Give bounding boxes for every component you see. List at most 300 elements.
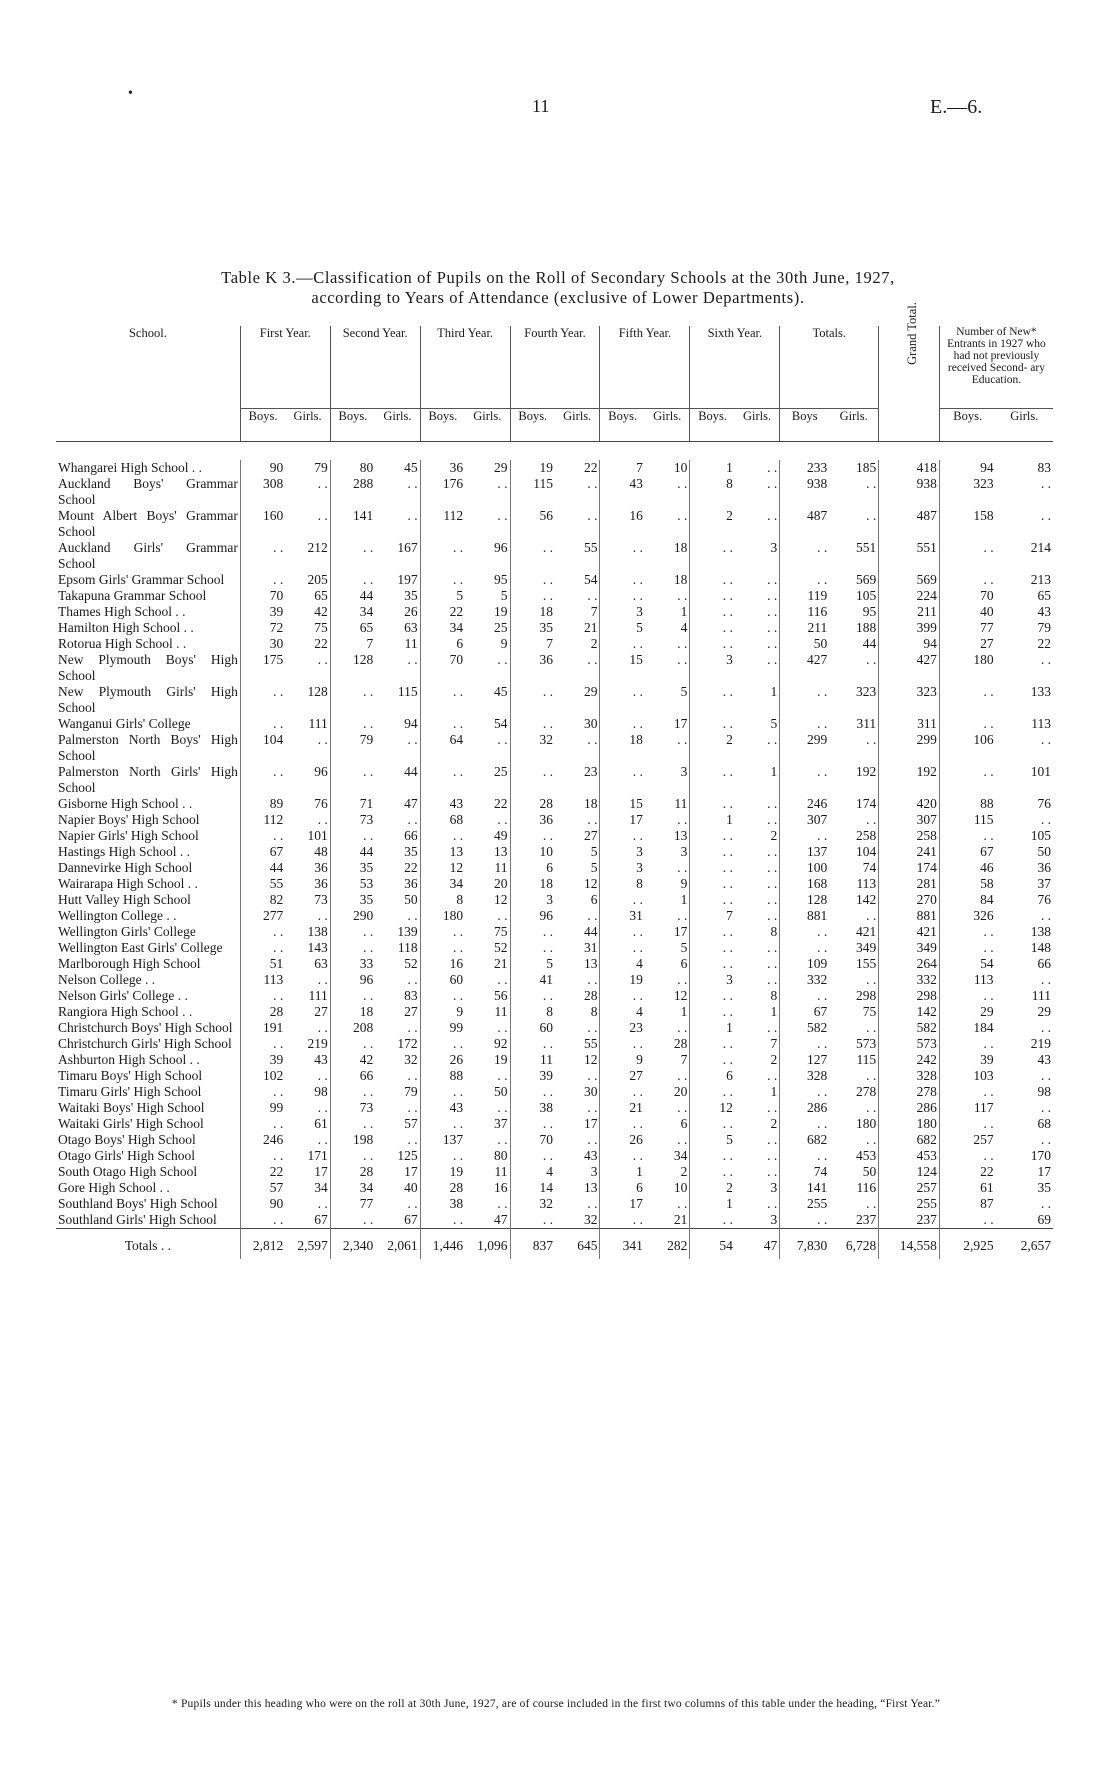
totals-girls-cell: 44 <box>862 636 877 651</box>
totals-girls-cell: 188 <box>855 620 877 635</box>
table-row <box>56 476 1053 508</box>
fourth-year-boys-cell: 36 <box>510 812 555 828</box>
totals-boys-cell: 74 <box>780 1164 829 1180</box>
first-year-girls-cell: 34 <box>314 1180 328 1195</box>
new-entrants-girls-cell: . . <box>1040 812 1051 827</box>
first-year-boys-cell: 102 <box>240 1068 285 1084</box>
new-entrants-boys-cell: 58 <box>939 876 995 892</box>
totals-boys-cell: 141 <box>780 1180 829 1196</box>
first-year-boys-cell: 99 <box>240 1100 285 1116</box>
fifth-year-boys-cell: . . <box>600 636 645 652</box>
second-year-girls-cell: 118 <box>397 940 418 955</box>
sixth-year-boys-cell: . . <box>690 764 735 796</box>
grand-total-cell: 551 <box>879 540 940 572</box>
fourth-year-boys-cell: . . <box>510 828 555 844</box>
new-entrants-boys-cell: . . <box>939 828 995 844</box>
sixth-year-boys-cell: . . <box>690 588 735 604</box>
school-name: Waitaki Girls' High School <box>58 1116 204 1131</box>
second-year-girls-cell: . . <box>407 1068 418 1083</box>
first-year-girls-cell: . . <box>317 1100 328 1115</box>
totals-girls-cell: . . <box>866 908 877 923</box>
sixth-year-girls-cell: . . <box>767 1148 778 1163</box>
fourth-year-boys-cell: 10 <box>510 844 555 860</box>
table-row <box>56 812 1053 828</box>
new-entrants-girls-cell: 43 <box>1037 604 1051 619</box>
sixth-year-boys-cell: 1 <box>690 460 735 476</box>
new-entrants-boys-cell: . . <box>939 1036 995 1052</box>
fourth-year-boys-cell: 18 <box>510 604 555 620</box>
table-row <box>56 1116 1053 1132</box>
fourth-year-boys-cell: . . <box>510 1084 555 1100</box>
third-year-girls-cell: 11 <box>494 1004 508 1019</box>
third-year-boys-cell: . . <box>420 1148 465 1164</box>
second-year-boys-cell: 66 <box>330 1068 375 1084</box>
table-row <box>56 1052 1053 1068</box>
school-name: Christchurch Girls' High School <box>58 1036 232 1051</box>
first-year-boys-cell: 2,812 <box>240 1229 285 1260</box>
new-entrants-boys-cell: 113 <box>939 972 995 988</box>
school-name: Rangiora High School . . <box>58 1004 193 1019</box>
sixth-year-boys-cell: . . <box>690 924 735 940</box>
totals-girls-cell: . . <box>866 1068 877 1083</box>
fourth-year-boys-cell: 70 <box>510 1132 555 1148</box>
caption-line-2: according to Years of Attendance (exclusive of Lower Departments). <box>311 288 805 307</box>
third-year-girls-cell: . . <box>497 1068 508 1083</box>
new-entrants-girls-cell: 69 <box>1037 1212 1051 1227</box>
grand-total-cell: 180 <box>879 1116 940 1132</box>
fourth-year-girls-cell: 12 <box>583 876 598 891</box>
first-year-boys-cell: 82 <box>240 892 285 908</box>
fourth-year-boys-cell: 60 <box>510 1020 555 1036</box>
new-entrants-boys-cell: 22 <box>939 1164 995 1180</box>
totals-girls-cell: 180 <box>855 1116 877 1131</box>
totals-girls-cell: 6,728 <box>829 1229 878 1260</box>
fifth-year-girls-cell: 17 <box>673 924 688 939</box>
sixth-year-boys-cell: 3 <box>690 652 735 684</box>
fourth-year-boys-cell: 7 <box>510 636 555 652</box>
totals-boys-cell: 50 <box>780 636 829 652</box>
sixth-year-girls-cell: 2 <box>770 1116 778 1131</box>
new-entrants-boys-cell: . . <box>939 764 995 796</box>
table-row <box>56 460 1053 476</box>
new-entrants-girls-cell: . . <box>1040 908 1051 923</box>
first-year-boys-cell: 175 <box>240 652 285 684</box>
sixth-year-boys-cell: 1 <box>690 1020 735 1036</box>
fourth-year-girls-cell: 30 <box>583 1084 598 1099</box>
sixth-year-girls-cell: . . <box>767 812 778 827</box>
fourth-year-girls-cell: 2 <box>590 636 598 651</box>
totals-girls-cell: 278 <box>855 1084 877 1099</box>
sixth-year-boys-cell: . . <box>690 796 735 812</box>
fourth-year-boys-cell: 5 <box>510 956 555 972</box>
new-entrants-girls-cell: 219 <box>1030 1036 1051 1051</box>
third-year-boys-cell: 26 <box>420 1052 465 1068</box>
sixth-year-girls-cell: 3 <box>770 540 778 555</box>
new-entrants-boys-cell: 84 <box>939 892 995 908</box>
school-name: Otago Girls' High School <box>58 1148 196 1163</box>
second-year-boys-cell: 34 <box>330 604 375 620</box>
fourth-year-boys-cell: 14 <box>510 1180 555 1196</box>
school-name: Waitaki Boys' High School <box>58 1100 205 1115</box>
third-year-girls-cell: 96 <box>494 540 508 555</box>
new-entrants-girls-cell: . . <box>1040 476 1051 491</box>
sixth-year-girls-cell: . . <box>767 892 778 907</box>
totals-girls-cell: . . <box>866 812 877 827</box>
new-entrants-girls-cell: 2,657 <box>996 1229 1053 1260</box>
third-year-boys-cell: 43 <box>420 1100 465 1116</box>
totals-boys-cell: 233 <box>780 460 829 476</box>
new-entrants-boys-cell: 103 <box>939 1068 995 1084</box>
fifth-year-boys-cell: 21 <box>600 1100 645 1116</box>
totals-boys-cell: . . <box>780 764 829 796</box>
first-year-boys-cell: . . <box>240 828 285 844</box>
second-year-girls-cell: 32 <box>404 1052 418 1067</box>
first-year-girls-cell: . . <box>317 732 328 747</box>
fifth-year-boys-cell: . . <box>600 540 645 572</box>
second-year-girls-cell: . . <box>407 732 418 747</box>
third-year-boys-cell: 5 <box>420 588 465 604</box>
second-year-girls-cell: 79 <box>404 1084 418 1099</box>
fifth-year-boys-cell: . . <box>600 1036 645 1052</box>
second-year-boys-cell: 290 <box>330 908 375 924</box>
totals-boys-cell: 67 <box>780 1004 829 1020</box>
sixth-year-boys-cell: . . <box>690 572 735 588</box>
totals-girls-cell: . . <box>866 652 877 667</box>
first-year-girls-cell: 63 <box>314 956 328 971</box>
school-name: Nelson Girls' College . . <box>58 988 188 1003</box>
grand-total-cell: 311 <box>879 716 940 732</box>
fourth-year-girls-cell: 21 <box>583 620 598 635</box>
fifth-year-boys-cell: 15 <box>600 652 645 684</box>
second-year-girls-cell: . . <box>407 1132 418 1147</box>
third-year-girls-cell: . . <box>497 908 508 923</box>
third-year-girls-cell: 45 <box>494 684 508 699</box>
fourth-year-boys-cell: . . <box>510 684 555 716</box>
totals-girls-cell: . . <box>866 508 877 523</box>
first-year-girls-cell: 65 <box>314 588 328 603</box>
fourth-year-girls-cell: 23 <box>583 764 598 779</box>
third-year-boys-cell: 137 <box>420 1132 465 1148</box>
first-year-boys-cell: 22 <box>240 1164 285 1180</box>
table-row <box>56 924 1053 940</box>
grand-total-cell: 255 <box>879 1196 940 1212</box>
fifth-year-girls-cell: 2 <box>680 1164 688 1179</box>
second-year-boys-cell: 71 <box>330 796 375 812</box>
fourth-year-boys-cell: . . <box>510 1036 555 1052</box>
table-row <box>56 908 1053 924</box>
grand-total-cell: 211 <box>879 604 940 620</box>
third-year-girls-cell: 19 <box>494 1052 508 1067</box>
fourth-year-girls-cell: 43 <box>583 1148 598 1163</box>
fourth-year-girls-cell: 6 <box>590 892 598 907</box>
second-year-girls-cell: 26 <box>404 604 418 619</box>
sixth-year-girls-cell: . . <box>767 908 778 923</box>
first-year-boys-cell: 104 <box>240 732 285 764</box>
table-row <box>56 1212 1053 1229</box>
third-year-girls-cell: 22 <box>494 796 508 811</box>
first-year-girls-cell: . . <box>317 972 328 987</box>
fifth-year-boys-cell: 341 <box>600 1229 645 1260</box>
table-row <box>56 1068 1053 1084</box>
girls-header: Girls. <box>645 409 690 442</box>
totals-boys-cell: . . <box>780 1036 829 1052</box>
fourth-year-girls-cell: . . <box>587 972 598 987</box>
new-entrants-girls-cell: 36 <box>1037 860 1051 875</box>
second-year-boys-cell: 79 <box>330 732 375 764</box>
sixth-year-girls-cell: 5 <box>770 716 778 731</box>
first-year-girls-cell: . . <box>317 1068 328 1083</box>
totals-girls-cell: . . <box>866 1196 877 1211</box>
second-year-girls-cell: 167 <box>397 540 418 555</box>
totals-boys-cell: 116 <box>780 604 829 620</box>
new-entrants-girls-cell: 170 <box>1030 1148 1051 1163</box>
fifth-year-boys-cell: 8 <box>600 876 645 892</box>
fifth-year-girls-cell: 28 <box>673 1036 688 1051</box>
totals-girls-cell: 192 <box>855 764 877 779</box>
second-year-boys-cell: . . <box>330 828 375 844</box>
sixth-year-boys-cell: 7 <box>690 908 735 924</box>
third-year-girls-cell: 52 <box>494 940 508 955</box>
third-year-girls-cell: 54 <box>494 716 508 731</box>
sixth-year-girls-cell: . . <box>767 460 778 475</box>
fourth-year-girls-cell: . . <box>587 908 598 923</box>
girls-header: Girls. <box>996 409 1053 442</box>
totals-boys-cell: 682 <box>780 1132 829 1148</box>
school-name: Napier Boys' High School <box>58 812 200 827</box>
second-year-girls-cell: 47 <box>404 796 418 811</box>
second-year-boys-cell: . . <box>330 716 375 732</box>
school-name: Thames High School . . <box>58 604 186 619</box>
sixth-year-boys-cell: . . <box>690 1084 735 1100</box>
second-year-boys-cell: . . <box>330 1116 375 1132</box>
third-year-boys-cell: 88 <box>420 1068 465 1084</box>
new-entrants-boys-cell: 29 <box>939 1004 995 1020</box>
fifth-year-girls-cell: 6 <box>680 956 688 971</box>
grand-total-cell: 938 <box>879 476 940 508</box>
new-entrants-boys-cell: . . <box>939 1084 995 1100</box>
fifth-year-girls-cell: . . <box>677 812 688 827</box>
first-year-boys-cell: 90 <box>240 1196 285 1212</box>
first-year-girls-cell: . . <box>317 908 328 923</box>
school-name: Southland Girls' High School <box>58 1212 217 1227</box>
grand-total-cell: 258 <box>879 828 940 844</box>
third-year-boys-cell: 70 <box>420 652 465 684</box>
new-entrants-girls-cell: 22 <box>1037 636 1051 651</box>
sixth-year-header: Sixth Year. <box>690 326 780 409</box>
fourth-year-girls-cell: 55 <box>583 540 598 555</box>
third-year-girls-cell: 1,096 <box>465 1229 510 1260</box>
totals-girls-cell: 185 <box>855 460 877 475</box>
second-year-girls-cell: 36 <box>404 876 418 891</box>
sixth-year-girls-cell: . . <box>767 1132 778 1147</box>
fourth-year-boys-cell: 36 <box>510 652 555 684</box>
second-year-boys-cell: 128 <box>330 652 375 684</box>
totals-girls-cell: 573 <box>855 1036 877 1051</box>
school-name: Wellington College . . <box>58 908 177 923</box>
first-year-boys-cell: 55 <box>240 876 285 892</box>
fourth-year-girls-cell: 645 <box>555 1229 600 1260</box>
new-entrants-girls-cell: 98 <box>1037 1084 1051 1099</box>
third-year-boys-cell: . . <box>420 684 465 716</box>
fifth-year-girls-cell: 18 <box>673 572 688 587</box>
school-name: South Otago High School <box>58 1164 198 1179</box>
first-year-girls-cell: . . <box>317 1020 328 1035</box>
third-year-girls-cell: 12 <box>494 892 508 907</box>
grand-total-cell: 192 <box>879 764 940 796</box>
first-year-boys-cell: 89 <box>240 796 285 812</box>
fifth-year-girls-cell: 10 <box>673 460 688 475</box>
totals-boys-cell: . . <box>780 1212 829 1229</box>
sixth-year-girls-cell: 1 <box>770 764 778 779</box>
fifth-year-girls-cell: . . <box>677 908 688 923</box>
new-entrants-boys-cell: . . <box>939 684 995 716</box>
fifth-year-girls-cell: 5 <box>680 684 688 699</box>
totals-boys-cell: 246 <box>780 796 829 812</box>
totals-boys-cell: 255 <box>780 1196 829 1212</box>
table-row <box>56 940 1053 956</box>
sixth-year-girls-cell: 8 <box>770 924 778 939</box>
grand-total-cell: 264 <box>879 956 940 972</box>
new-entrants-girls-cell: . . <box>1040 1132 1051 1147</box>
sixth-year-boys-cell: . . <box>690 1004 735 1020</box>
table-row <box>56 1148 1053 1164</box>
first-year-boys-cell: . . <box>240 1148 285 1164</box>
new-entrants-girls-cell: 148 <box>1030 940 1051 955</box>
table-row <box>56 1164 1053 1180</box>
table-row <box>56 540 1053 572</box>
second-year-girls-cell: . . <box>407 972 418 987</box>
fifth-year-boys-cell: 15 <box>600 796 645 812</box>
third-year-boys-cell: 8 <box>420 892 465 908</box>
fifth-year-boys-cell: . . <box>600 988 645 1004</box>
first-year-girls-cell: 111 <box>308 988 328 1003</box>
new-entrants-girls-cell: 76 <box>1037 892 1051 907</box>
totals-girls-cell: 105 <box>855 588 877 603</box>
totals-header: Totals. <box>780 326 879 409</box>
fifth-year-girls-cell: . . <box>677 972 688 987</box>
totals-boys-cell: 299 <box>780 732 829 764</box>
sixth-year-boys-cell: . . <box>690 892 735 908</box>
third-year-header: Third Year. <box>420 326 510 409</box>
first-year-girls-cell: 98 <box>314 1084 328 1099</box>
sixth-year-boys-cell: 8 <box>690 476 735 508</box>
totals-boys-cell: . . <box>780 540 829 572</box>
girls-header: Girls. <box>285 409 330 442</box>
third-year-boys-cell: . . <box>420 1116 465 1132</box>
school-name: Hamilton High School . . <box>58 620 194 635</box>
second-year-girls-cell: 35 <box>404 588 418 603</box>
new-entrants-girls-cell: 79 <box>1037 620 1051 635</box>
new-entrants-girls-cell: 76 <box>1037 796 1051 811</box>
table-row <box>56 1196 1053 1212</box>
second-year-girls-cell: 50 <box>404 892 418 907</box>
grand-total-cell: 286 <box>879 1100 940 1116</box>
sixth-year-girls-cell: . . <box>767 652 778 667</box>
third-year-girls-cell: 21 <box>494 956 508 971</box>
fifth-year-boys-cell: . . <box>600 940 645 956</box>
fifth-year-girls-cell: . . <box>677 652 688 667</box>
sixth-year-girls-cell: . . <box>767 1100 778 1115</box>
sixth-year-girls-cell: . . <box>767 620 778 635</box>
grand-total-cell: 332 <box>879 972 940 988</box>
new-entrants-boys-cell: 61 <box>939 1180 995 1196</box>
third-year-boys-cell: 13 <box>420 844 465 860</box>
school-name: Wairarapa High School . . <box>58 876 198 891</box>
fifth-year-boys-cell: . . <box>600 1084 645 1100</box>
sixth-year-girls-cell: 8 <box>770 988 778 1003</box>
new-entrants-boys-cell: 94 <box>939 460 995 476</box>
third-year-girls-cell: . . <box>497 508 508 523</box>
totals-girls-cell: . . <box>866 476 877 491</box>
fifth-year-boys-cell: 31 <box>600 908 645 924</box>
sixth-year-boys-cell: . . <box>690 876 735 892</box>
totals-girls-cell: 258 <box>855 828 877 843</box>
third-year-boys-cell: . . <box>420 1036 465 1052</box>
first-year-girls-cell: 67 <box>314 1212 328 1227</box>
first-year-boys-cell: . . <box>240 940 285 956</box>
new-entrants-boys-cell: 70 <box>939 588 995 604</box>
second-year-girls-cell: 57 <box>404 1116 418 1131</box>
school-name: Timaru Boys' High School <box>58 1068 203 1083</box>
fifth-year-boys-cell: 23 <box>600 1020 645 1036</box>
fourth-year-boys-cell: . . <box>510 716 555 732</box>
first-year-boys-cell: 113 <box>240 972 285 988</box>
third-year-girls-cell: . . <box>497 732 508 747</box>
second-year-boys-cell: 65 <box>330 620 375 636</box>
second-year-boys-cell: . . <box>330 1084 375 1100</box>
grand-total-cell: 94 <box>879 636 940 652</box>
fourth-year-girls-cell: 5 <box>590 860 598 875</box>
new-entrants-girls-cell: 213 <box>1030 572 1051 587</box>
first-year-boys-cell: 28 <box>240 1004 285 1020</box>
fourth-year-boys-cell: 96 <box>510 908 555 924</box>
totals-girls-cell: 569 <box>855 572 877 587</box>
totals-girls-cell: 323 <box>855 684 877 699</box>
school-name: Epsom Girls' Grammar School <box>58 572 225 587</box>
boys-header: Boys. <box>600 409 645 442</box>
table-row <box>56 604 1053 620</box>
fifth-year-boys-cell: 27 <box>600 1068 645 1084</box>
fifth-year-girls-cell: 282 <box>645 1229 690 1260</box>
second-year-girls-cell: 94 <box>404 716 418 731</box>
sixth-year-girls-cell: . . <box>767 572 778 587</box>
first-year-boys-cell: . . <box>240 572 285 588</box>
totals-girls-cell: . . <box>866 1132 877 1147</box>
sixth-year-girls-cell: . . <box>767 860 778 875</box>
totals-boys-cell: 137 <box>780 844 829 860</box>
second-year-boys-cell: 35 <box>330 860 375 876</box>
new-entrants-boys-cell: 323 <box>939 476 995 508</box>
sixth-year-boys-cell: . . <box>690 620 735 636</box>
totals-girls-cell: 311 <box>856 716 877 731</box>
third-year-boys-cell: 38 <box>420 1196 465 1212</box>
sixth-year-boys-cell: . . <box>690 844 735 860</box>
second-year-boys-cell: 96 <box>330 972 375 988</box>
new-entrants-boys-cell: . . <box>939 988 995 1004</box>
fifth-year-boys-cell: . . <box>600 716 645 732</box>
fourth-year-girls-cell: 30 <box>583 716 598 731</box>
third-year-girls-cell: 80 <box>494 1148 508 1163</box>
school-name: Ashburton High School . . <box>58 1052 200 1067</box>
first-year-boys-cell: 57 <box>240 1180 285 1196</box>
second-year-girls-cell: 67 <box>404 1212 418 1227</box>
boys-header: Boys <box>780 409 829 442</box>
sixth-year-boys-cell: . . <box>690 860 735 876</box>
grand-total-cell: 881 <box>879 908 940 924</box>
first-year-boys-cell: . . <box>240 1036 285 1052</box>
new-entrants-boys-cell: 46 <box>939 860 995 876</box>
second-year-boys-cell: . . <box>330 540 375 572</box>
